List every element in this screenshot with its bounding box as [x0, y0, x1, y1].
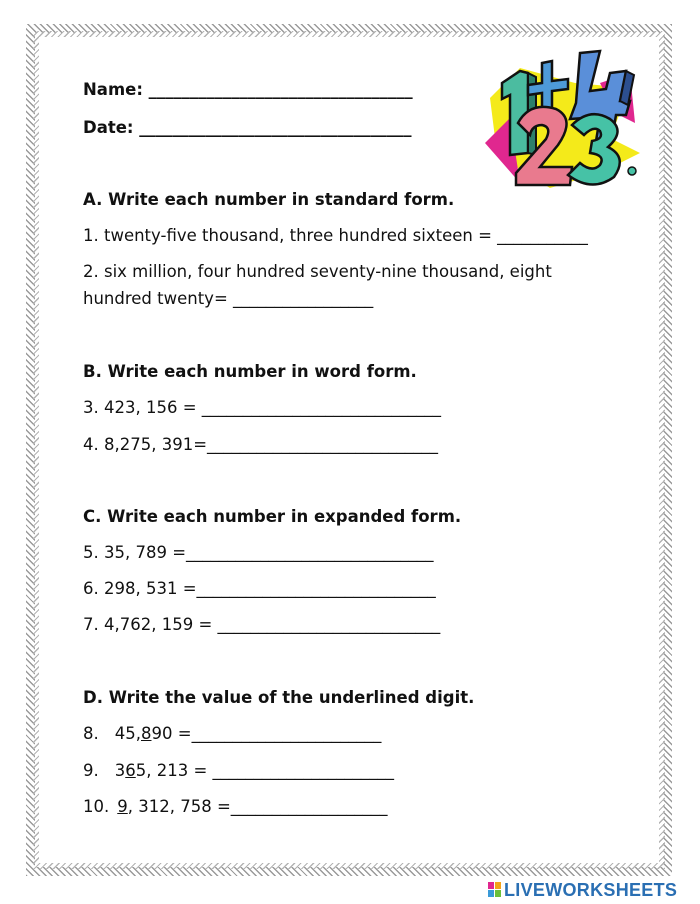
question-10-number: 10.	[83, 797, 110, 816]
question-3[interactable]: 3. 423, 156 = _____________________________	[83, 398, 442, 417]
section-a-heading: A. Write each number in standard form.	[83, 190, 455, 209]
question-9-prefix: 3	[114, 761, 126, 780]
question-9-number: 9.	[83, 761, 99, 780]
question-9-suffix: 5, 213 = ______________________	[135, 761, 395, 780]
section-d-heading: D. Write the value of the underlined digit.	[83, 688, 475, 707]
numbers-clipart-icon	[480, 43, 645, 193]
question-8-underlined-digit: 8	[141, 724, 152, 743]
question-8[interactable]	[83, 724, 381, 744]
question-2-line-2[interactable]: hundred twenty= _________________	[83, 289, 374, 308]
question-8-number: 8.	[83, 724, 99, 743]
name-field[interactable]: Name: ________________________________	[83, 80, 413, 99]
question-10-underlined-digit: 9	[117, 797, 128, 816]
question-9[interactable]	[83, 761, 394, 781]
liveworksheets-brand: LIVEWORKSHEETS	[504, 879, 678, 900]
section-c-heading: C. Write each number in expanded form.	[83, 507, 462, 526]
liveworksheets-footer[interactable]	[488, 880, 677, 900]
question-6[interactable]: 6. 298, 531 =_____________________________	[83, 579, 436, 598]
question-7[interactable]: 7. 4,762, 159 = ___________________________	[83, 615, 441, 634]
question-8-suffix: 90 =_______________________	[151, 724, 382, 743]
question-8-prefix: 45,	[114, 724, 141, 743]
question-10-suffix: , 312, 758 =___________________	[127, 797, 388, 816]
question-2-line-1[interactable]: 2. six million, four hundred seventy-nine thousand, eight	[83, 262, 552, 281]
question-1[interactable]: 1. twenty-five thousand, three hundred sixteen = ___________	[83, 226, 588, 245]
question-4[interactable]: 4. 8,275, 391=____________________________	[83, 435, 439, 454]
question-9-underlined-digit: 6	[125, 761, 136, 780]
question-10[interactable]	[83, 797, 388, 817]
section-b-heading: B. Write each number in word form.	[83, 362, 417, 381]
question-5[interactable]: 5. 35, 789 =______________________________	[83, 543, 434, 562]
liveworksheets-logo-icon	[488, 882, 502, 898]
date-field[interactable]: Date: _________________________________	[83, 118, 412, 137]
